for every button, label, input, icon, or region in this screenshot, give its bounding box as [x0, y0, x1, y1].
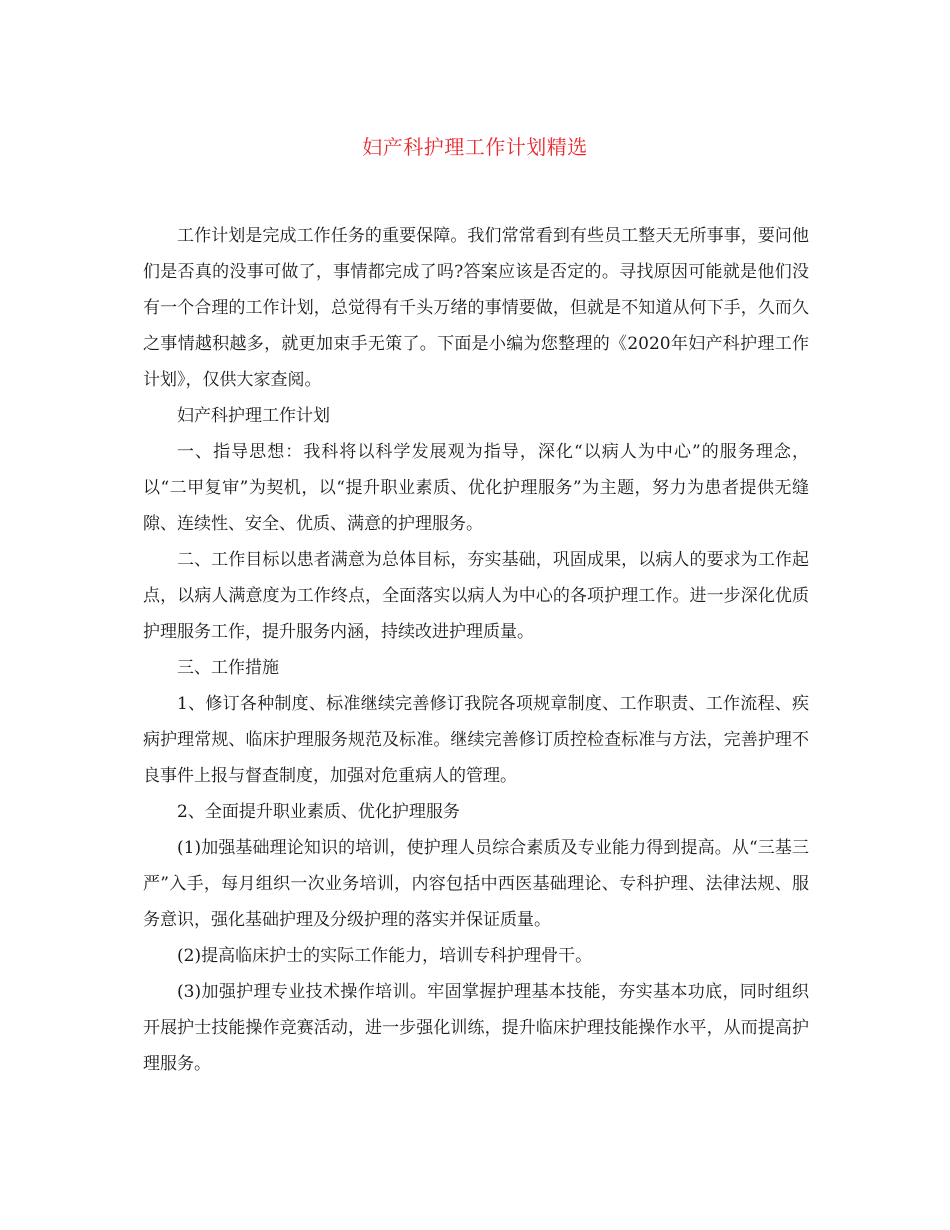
document-body	[143, 218, 809, 1082]
measure-2-item-3: (3)加强护理专业技术操作培训。牢固掌握护理基本技能，夯实基本功底，同时组织开展护士技能操作竞赛活动，进一步强化训练，提升临床护理技能操作水平，从而提高护理服务。	[143, 982, 809, 1074]
plan-heading: 妇产科护理工作计划	[177, 406, 330, 426]
document-title: 妇产科护理工作计划精选	[362, 135, 588, 159]
intro-paragraph: 工作计划是完成工作任务的重要保障。我们常常看到有些员工整天无所事事，要问他们是否真的没事可做了，事情都完成了吗?答案应该是否定的。寻找原因可能就是他们没有一个合理的工作计划，总觉得有千头万绪的事情要做，但就是不知道从何下手，久而久之事情越积越多，就更加束手无策了。下面是小编为您整理的《2020年妇产科护理工作计划》，仅供大家查阅。	[143, 226, 809, 390]
guiding-ideology-paragraph: 一、指导思想：我科将以科学发展观为指导，深化“以病人为中心”的服务理念，以“二甲复审”为契机，以“提升职业素质、优化护理服务”为主题，努力为患者提供无缝隙、连续性、安全、优质、满意的护理服务。	[143, 442, 809, 534]
measure-2-item-2: (2)提高临床护士的实际工作能力，培训专科护理骨干。	[177, 946, 593, 966]
measure-2-heading: 2、全面提升职业素质、优化护理服务	[177, 802, 460, 822]
work-goal-paragraph: 二、工作目标以患者满意为总体目标，夯实基础，巩固成果，以病人的要求为工作起点，以病人满意度为工作终点，全面落实以病人为中心的各项护理工作。进一步深化优质护理服务工作，提升服务内涵，持续改进护理质量。	[143, 550, 809, 642]
work-measures-heading: 三、工作措施	[177, 658, 279, 678]
measure-1-paragraph: 1、修订各种制度、标准继续完善修订我院各项规章制度、工作职责、工作流程、疾病护理常规、临床护理服务规范及标准。继续完善修订质控检查标准与方法，完善护理不良事件上报与督查制度，加强对危重病人的管理。	[143, 694, 809, 786]
measure-2-item-1: (1)加强基础理论知识的培训，使护理人员综合素质及专业能力得到提高。从“三基三严”入手，每月组织一次业务培训，内容包括中西医基础理论、专科护理、法律法规、服务意识，强化基础护理及分级护理的落实并保证质量。	[143, 838, 809, 930]
